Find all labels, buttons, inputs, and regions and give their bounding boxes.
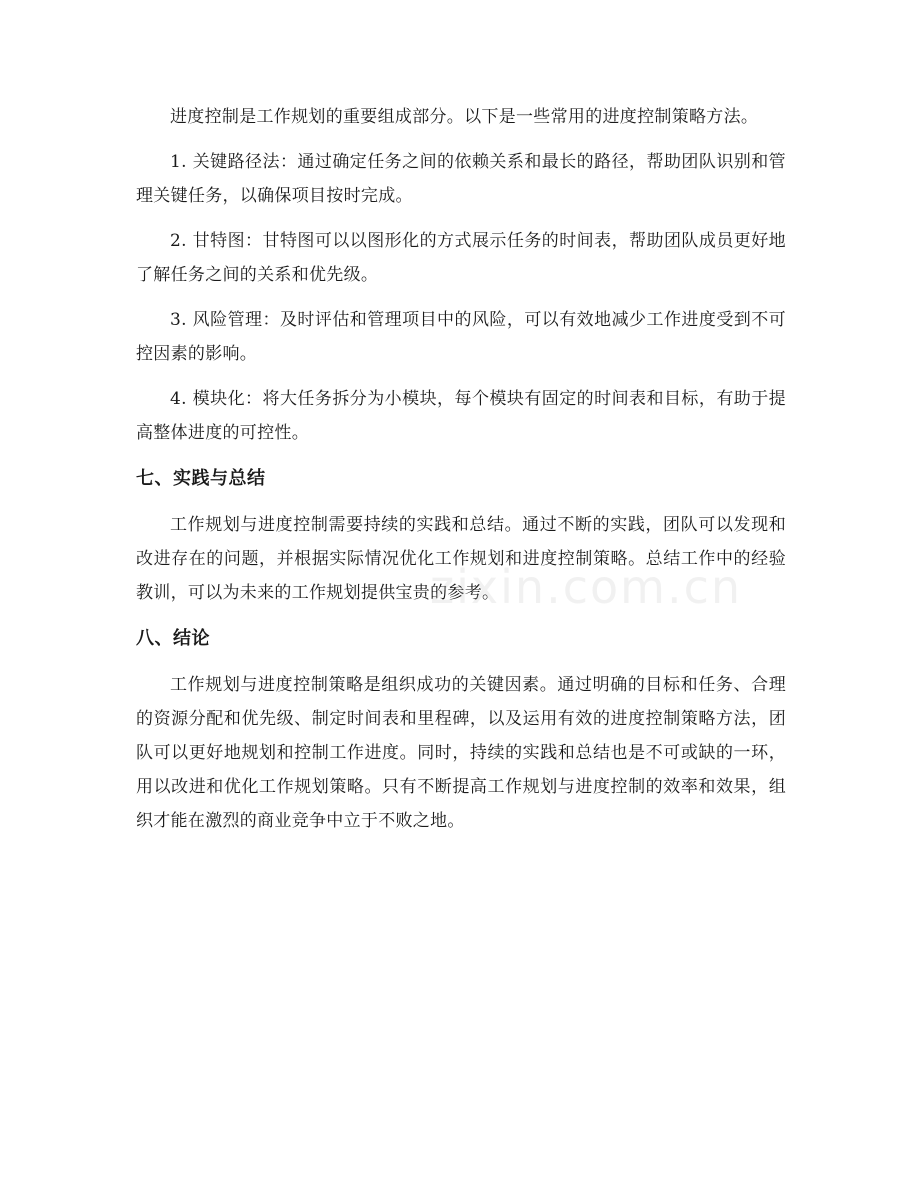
section-heading-practice-summary: 七、实践与总结 [136,468,266,489]
intro-paragraph: 进度控制是工作规划的重要组成部分。以下是一些常用的进度控制策略方法。 [170,107,759,127]
conclusion-paragraph: 工作规划与进度控制策略是组织成功的关键因素。通过明确的目标和任务、合理的资源分配和优先级、制定时间表和里程碑，以及运用有效的进度控制策略方法，团队可以更好地规划和控制工作进度。同时，持续的实践和总结也是不可或缺的一环，用以改进和优化工作规划策略。只有不断提高工作规划与进度控制的效率和效果，组织才能在激烈的商业竞争中立于不败之地。 [136,675,786,831]
list-item-risk-management: 3. 风险管理：及时评估和管理项目中的风险，可以有效地减少工作进度受到不可控因素的影响。 [136,310,786,364]
practice-summary-paragraph: 工作规划与进度控制需要持续的实践和总结。通过不断的实践，团队可以发现和改进存在的问题，并根据实际情况优化工作规划和进度控制策略。总结工作中的经验教训，可以为未来的工作规划提供宝贵的参考。 [136,515,786,603]
document-page [136,100,786,849]
list-item-critical-path: 1. 关键路径法：通过确定任务之间的依赖关系和最长的路径，帮助团队识别和管理关键任务，以确保项目按时完成。 [136,152,786,206]
section-heading-conclusion: 八、结论 [136,628,210,649]
list-item-modularization: 4. 模块化：将大任务拆分为小模块，每个模块有固定的时间表和目标，有助于提高整体进度的可控性。 [136,389,786,443]
watermark: zixin.com.cn [430,560,743,614]
list-item-gantt-chart: 2. 甘特图：甘特图可以以图形化的方式展示任务的时间表，帮助团队成员更好地了解任务之间的关系和优先级。 [136,231,786,285]
